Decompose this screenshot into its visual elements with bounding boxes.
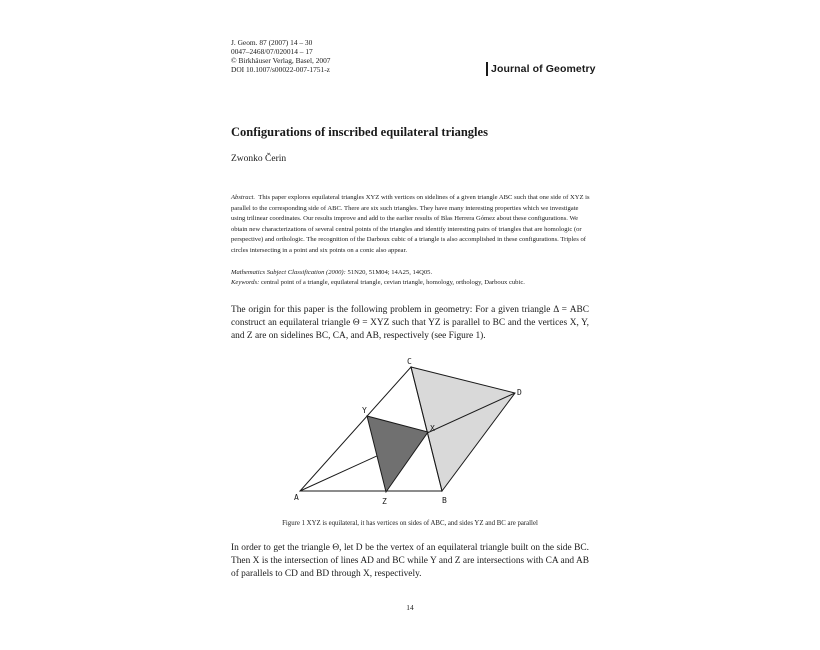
label-c: C bbox=[407, 357, 412, 366]
msc-label: Mathematics Subject Classification (2000): bbox=[231, 269, 346, 276]
keywords-label: Keywords: bbox=[231, 279, 260, 286]
page-number: 14 bbox=[406, 603, 414, 612]
label-y: Y bbox=[362, 406, 367, 415]
journal-name: Journal of Geometry bbox=[486, 62, 596, 76]
figure-1-diagram bbox=[290, 355, 530, 515]
citation-line: J. Geom. 87 (2007) 14 – 30 bbox=[231, 38, 313, 47]
label-x: X bbox=[430, 424, 435, 433]
keywords-line bbox=[231, 278, 525, 288]
abstract-text: This paper explores equilateral triangles XYZ with vertices on sidelines of a given triangle ABC such that one side of XYZ is parallel to the corresponding side of ABC. There are six such triangles. They have many interesting properties which we investigate using trilinear coordinates. Our results improve and add to the earlier results of Blas Herrera Gómez about these configurations. We obtain new characterizations of several central points of the triangles and identify interesting pairs of triangles that are homologic (or perspective) and orthologic. The recognition of the Darboux cubic of a triangle is also accomplished in these configurations. Triples of circles intersecting in a point and six points on a conic also appear. bbox=[231, 194, 590, 254]
label-d: D bbox=[517, 388, 522, 397]
author-name: Zwonko Čerin bbox=[231, 154, 287, 164]
abstract bbox=[231, 193, 591, 256]
label-a: A bbox=[294, 493, 299, 502]
figure-caption: Figure 1 XYZ is equilateral, it has vertices on sides of ABC, and sides YZ and BC are parallel bbox=[282, 520, 538, 527]
journal-header bbox=[231, 38, 330, 74]
figure-1 bbox=[290, 355, 530, 515]
triangle-xyz bbox=[367, 416, 428, 492]
issn-line: 0047–2468/07/020014 – 17 bbox=[231, 47, 313, 56]
paper-title: Configurations of inscribed equilateral triangles bbox=[231, 125, 488, 139]
construction-paragraph bbox=[231, 542, 589, 581]
intro-text: The origin for this paper is the following problem in geometry: For a given triangle Δ = ABC construct an equilateral triangle Θ = XYZ such that YZ is parallel to BC and the vertices X, Y, and Z are on sidelines BC, CA, and AB, respectively (see Figure 1). bbox=[231, 305, 589, 341]
msc-line bbox=[231, 268, 432, 278]
construction-text: In order to get the triangle Θ, let D be the vertex of an equilateral triangle built on the side BC. Then X is the intersection of lines AD and BC while Y and Z are intersections with CA and AB of parallels to CD and BD through X, respectively. bbox=[231, 543, 589, 579]
abstract-label: Abstract. bbox=[231, 194, 255, 201]
label-b: B bbox=[442, 496, 447, 505]
label-z: Z bbox=[382, 497, 387, 506]
intro-paragraph bbox=[231, 304, 589, 343]
doi-line: DOI 10.1007/s00022-007-1751-z bbox=[231, 65, 330, 74]
msc-value: 51N20, 51M04; 14A25, 14Q05. bbox=[347, 269, 433, 276]
copyright-line: © Birkhäuser Verlag, Basel, 2007 bbox=[231, 56, 331, 65]
keywords-value: central point of a triangle, equilateral triangle, cevian triangle, homology, orthology, Darboux cubic. bbox=[260, 279, 525, 286]
